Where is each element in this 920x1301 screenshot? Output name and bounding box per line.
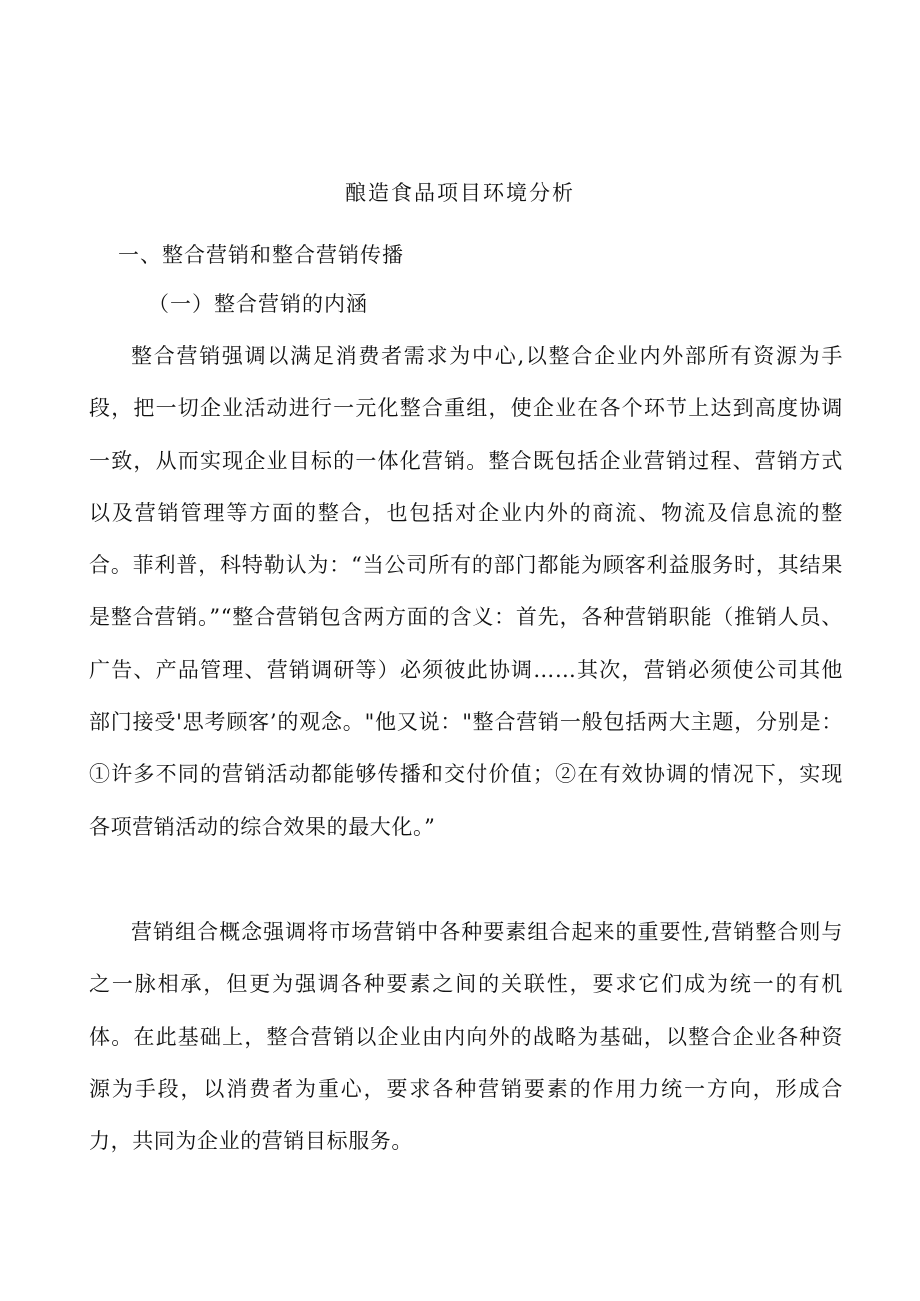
- subsection-heading: （一）整合营销的内涵: [148, 292, 368, 316]
- body-paragraph-2: 营销组合概念强调将市场营销中各种要素组合起来的重要性,营销整合则与之一脉相承，但更为强调各种要素之间的关联性，要求它们成为统一的有机体。在此基础上，整合营销以企业由内向外的战略为基础，以整合企业各种资源为手段，以消费者为重心，要求各种营销要素的作用力统一方向，形成合力，共同为企业的营销目标服务。: [89, 920, 843, 1154]
- body-paragraph-1: 整合营销强调以满足消费者需求为中心,以整合企业内外部所有资源为手段，把一切企业活动进行一元化整合重组，使企业在各个环节上达到高度协调一致，从而实现企业目标的一体化营销。整合既包括企业营销过程、营销方式以及营销管理等方面的整合，也包括对企业内外的商流、物流及信息流的整合。菲利普，科特勒认为：“当公司所有的部门都能为顾客利益服务时，其结果是整合营销。”“整合营销包含两方面的含义：首先，各种营销职能（推销人员、广告、产品管理、营销调研等）必须彼此协调……其次，营销必须使公司其他部门接受'思考顾客’的观念。"他又说："整合营销一般包括两大主题，分别是：①许多不同的营销活动都能够传播和交付价值；②在有效协调的情况下，实现各项营销活动的综合效果的最大化。”: [89, 344, 843, 839]
- section-heading: 一、整合营销和整合营销传播: [118, 243, 404, 267]
- document-title: 酿造食品项目环境分析: [345, 181, 575, 205]
